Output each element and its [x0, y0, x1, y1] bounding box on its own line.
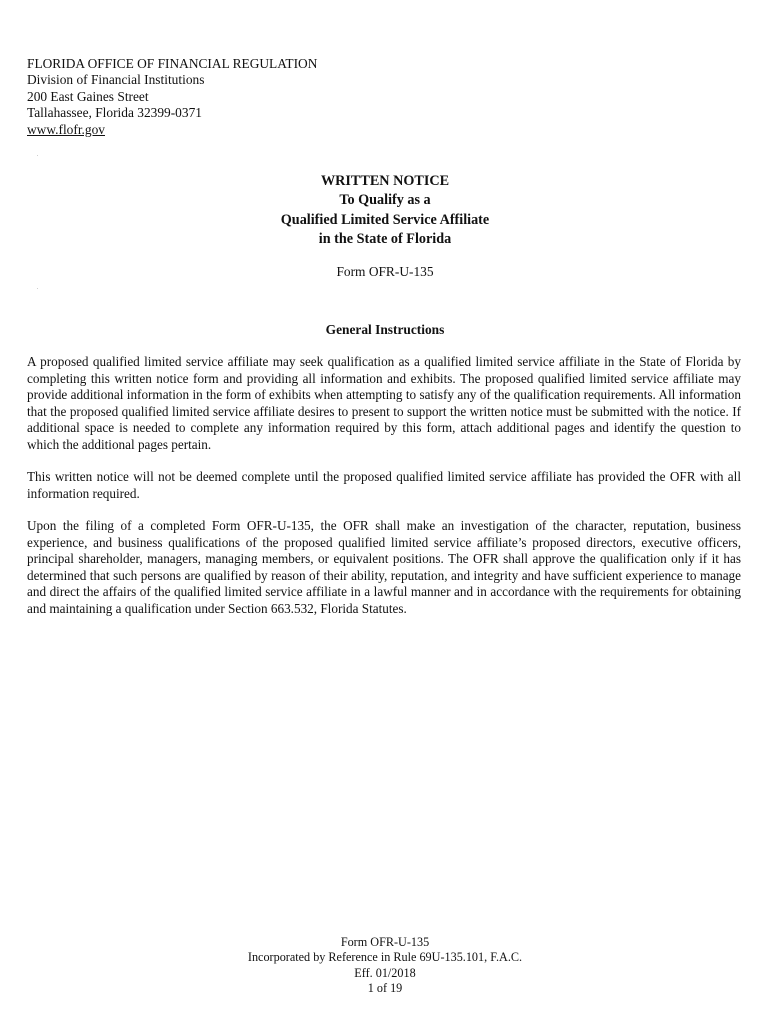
- city-state-zip: Tallahassee, Florida 32399-0371: [27, 105, 202, 121]
- footer-form-number: Form OFR-U-135: [340, 935, 430, 949]
- agency-name: FLORIDA OFFICE OF FINANCIAL REGULATION: [27, 56, 318, 71]
- division-name: Division of Financial Institutions: [27, 72, 205, 88]
- instructions-paragraph: This written notice will not be deemed complete until the proposed qualified limited service affiliate has provided the OFR with all information required.: [27, 469, 741, 501]
- instructions-paragraph: Upon the filing of a completed Form OFR-U-135, the OFR shall make an investigation of the character, reputation, business experience, and business qualifications of the proposed qualified limited service affiliate’s proposed directors, executive officers, principal shareholder, managers, managing members, or equivalent positions. The OFR shall approve the qualification only if it has determined that such persons are qualified by reason of their ability, reputation, and integrity and have sufficient experience to manage and direct the affairs of the qualified limited service affiliate in a lawful manner and in accordance with the requirements for obtaining and maintaining a qualification under Section 663.532, Florida Statutes.: [27, 518, 741, 616]
- title-line-2: To Qualify as a: [339, 192, 431, 209]
- document-title: [0, 172, 770, 250]
- page-number: 1 of 19: [367, 981, 403, 996]
- agency-address-block: [27, 56, 317, 138]
- instructions-paragraph: A proposed qualified limited service affiliate may seek qualification as a qualified limited service affiliate in the State of Florida by completing this written notice form and providing all information and exhibits. The proposed qualified limited service affiliate may provide additional information in the form of exhibits when attempting to satisfy any of the qualification requirements. All information that the proposed qualified limited service affiliate desires to present to support the written notice must be submitted with the notice. If additional space is needed to complete any information required by this form, attach additional pages and identify the question to which the additional pages pertain.: [27, 354, 741, 452]
- form-number: Form OFR-U-135: [336, 264, 434, 279]
- scan-speck: [37, 155, 38, 156]
- street-address: 200 East Gaines Street: [27, 88, 149, 104]
- website-link[interactable]: www.flofr.gov: [27, 121, 105, 137]
- title-line-4: in the State of Florida: [318, 231, 452, 248]
- title-line-3: Qualified Limited Service Affiliate: [280, 211, 490, 228]
- title-line-1: WRITTEN NOTICE: [320, 173, 450, 189]
- page-footer: [0, 935, 770, 997]
- instructions-heading: General Instructions: [325, 322, 445, 337]
- footer-effective-date: Eff. 01/2018: [354, 965, 416, 980]
- scan-speck: [37, 288, 38, 289]
- footer-rule-reference: Incorporated by Reference in Rule 69U-135.101, F.A.C.: [247, 950, 523, 965]
